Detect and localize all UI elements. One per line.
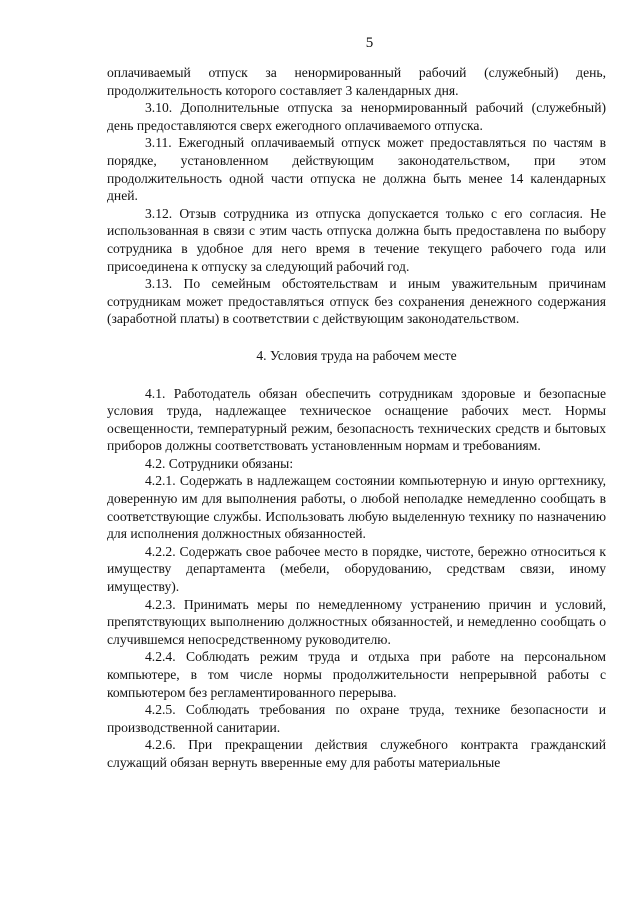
paragraph-4-1: 4.1. Работодатель обязан обеспечить сотрудникам здоровые и безопасные условия труда, надлежащее техническое оснащение рабочих мест. Нормы освещенности, температурный режим, безопасность технических средств и бытовых приборов должны соответствовать установленным нормам и требованиям. bbox=[107, 385, 606, 454]
section-heading: 4. Условия труда на рабочем месте bbox=[256, 347, 457, 363]
paragraph-4-2: 4.2. Сотрудники обязаны: bbox=[145, 455, 294, 471]
paragraph-continuation: оплачиваемый отпуск за ненормированный рабочий (служебный) день, продолжительность которого составляет 3 календарных дня. bbox=[107, 65, 606, 98]
page-number: 5 bbox=[365, 35, 374, 51]
paragraph-3-13: 3.13. По семейным обстоятельствам и иным уважительным причинам сотрудникам может предоставляться отпуск без сохранения денежного содержания (заработной платы) в соответствии с действующим законодательством. bbox=[107, 276, 606, 327]
paragraph-4-2-3: 4.2.3. Принимать меры по немедленному устранению причин и условий, препятствующих выполнению должностных обязанностей, и немедленно сообщать о случившемся непосредственному руководителю. bbox=[107, 596, 606, 647]
paragraph-3-11: 3.11. Ежегодный оплачиваемый отпуск может предоставляться по частям в порядке, установленном действующим законодательством, при этом продолжительность одной части отпуска не должна быть менее 14 календарных дней. bbox=[107, 135, 606, 204]
paragraph-4-2-1: 4.2.1. Содержать в надлежащем состоянии компьютерную и иную оргтехнику, доверенную им для выполнения работы, о любой неполадке немедленно сообщать в соответствующие службы. Использовать любую выделенную технику по назначению для исполнения должностных обязанностей. bbox=[107, 473, 606, 542]
paragraph-4-2-6: 4.2.6. При прекращении действия служебного контракта гражданский служащий обязан вернуть вверенные ему для работы материальные bbox=[107, 737, 606, 770]
paragraph-4-2-5: 4.2.5. Соблюдать требования по охране труда, технике безопасности и производственной санитарии. bbox=[107, 702, 606, 735]
document-page bbox=[107, 34, 606, 772]
paragraph-4-2-4: 4.2.4. Соблюдать режим труда и отдыха при работе на персональном компьютере, в том числе нормы продолжительности непрерывной работы с компьютером без регламентированного перерыва. bbox=[107, 649, 606, 700]
paragraph-4-2-2: 4.2.2. Содержать свое рабочее место в порядке, чистоте, бережно относиться к имуществу департамента (мебели, оборудованию, средствам связи, иному имуществу). bbox=[107, 543, 606, 595]
paragraph-3-10: 3.10. Дополнительные отпуска за ненормированный рабочий (служебный) день предоставляются сверх ежегодного оплачиваемого отпуска. bbox=[107, 100, 606, 133]
paragraph-3-12: 3.12. Отзыв сотрудника из отпуска допускается только с его согласия. Не использованная в связи с этим часть отпуска должна быть предоставлена по выбору сотрудника в удобное для него время в течение текущего рабочего года или присоединена к отпуску за следующий рабочий год. bbox=[107, 205, 606, 274]
